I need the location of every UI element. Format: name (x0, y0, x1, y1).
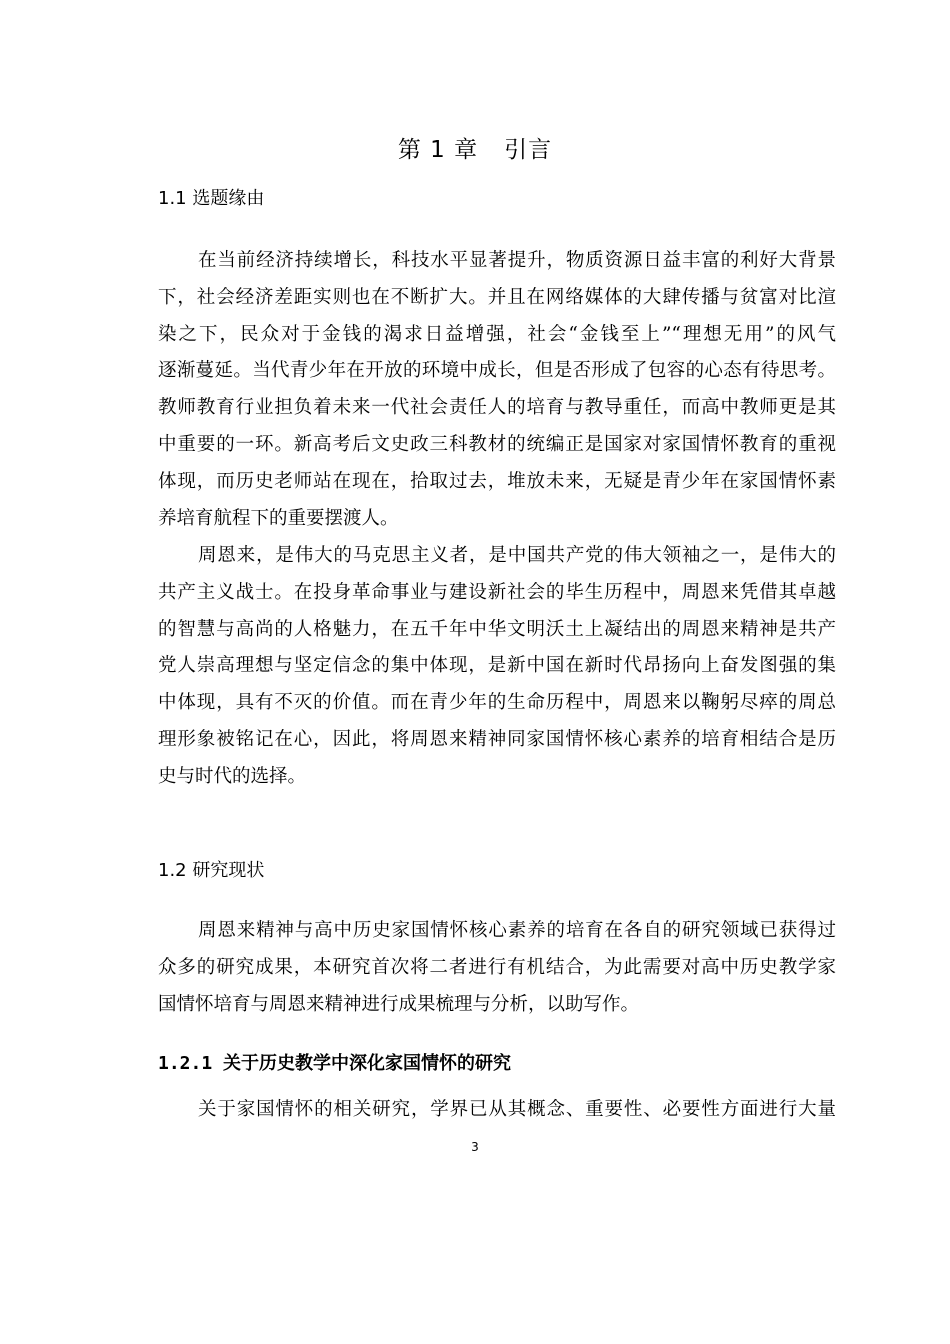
text-line: 逐渐蔓延。当代青少年在开放的环境中成长，但是否形成了包容的心态有待思考。 (158, 360, 836, 382)
text-line: 养培育航程下的重要摆渡人。 (158, 507, 399, 529)
paragraph-selection-reason-2 (158, 538, 836, 796)
chapter-number: 第 1 章 (397, 137, 479, 163)
text-line: 体现，而历史老师站在现在，拾取过去，堆放未来，无疑是青少年在家国情怀素 (158, 470, 836, 492)
text-line: 众多的研究成果，本研究首次将二者进行有机结合，为此需要对高中历史教学家 (158, 956, 836, 978)
text-line: 理形象被铭记在心，因此，将周恩来精神同家国情怀核心素养的培育相结合是历 (158, 728, 836, 750)
chapter-title (0, 131, 950, 164)
text-line: 国情怀培育与周恩来精神进行成果梳理与分析，以助写作。 (158, 993, 640, 1015)
text-line: 中重要的一环。新高考后文史政三科教材的统编正是国家对家国情怀教育的重视 (158, 433, 836, 455)
text-line: 在当前经济持续增长，科技水平显著提升，物质资源日益丰富的利好大背景 (198, 250, 836, 271)
text-line: 下，社会经济差距实则也在不断扩大。并且在网络媒体的大肆传播与贫富对比渲 (158, 286, 836, 308)
text-line: 染之下，民众对于金钱的渴求日益增强，社会“金钱至上”“理想无用”的风气 (158, 323, 836, 345)
text-line: 的智慧与高尚的人格魅力，在五千年中华文明沃土上凝结出的周恩来精神是共产 (158, 618, 836, 640)
text-line: 中体现，具有不灭的价值。而在青少年的生命历程中，周恩来以鞠躬尽瘁的周总 (158, 692, 836, 714)
text-line: 党人崇高理想与坚定信念的集中体现，是新中国在新时代昂扬向上奋发图强的集 (158, 655, 836, 677)
text-line: 周恩来精神与高中历史家国情怀核心素养的培育在各自的研究领域已获得过 (198, 920, 836, 941)
section-heading-1-2: 1.2 研究现状 (158, 860, 265, 881)
section-heading-1-2-1: 1.2.1 关于历史教学中深化家国情怀的研究 (158, 1053, 512, 1074)
section-heading-1-1: 1.1 选题缘由 (158, 188, 265, 209)
paragraph-patriotism-research (158, 1092, 836, 1129)
paragraph-selection-reason-1 (158, 243, 836, 537)
text-line: 教师教育行业担负着未来一代社会责任人的培育与教导重任，而高中教师更是其 (158, 397, 836, 419)
text-line: 共产主义战士。在投身革命事业与建设新社会的毕生历程中，周恩来凭借其卓越 (158, 581, 836, 603)
chapter-name: 引言 (504, 137, 553, 163)
text-line: 周恩来，是伟大的马克思主义者，是中国共产党的伟大领袖之一，是伟大的 (198, 545, 836, 566)
page-number: 3 (471, 1140, 479, 1154)
text-line: 史与时代的选择。 (158, 765, 307, 787)
text-line: 关于家国情怀的相关研究，学界已从其概念、重要性、必要性方面进行大量 (198, 1099, 836, 1120)
paragraph-research-status (158, 913, 836, 1023)
